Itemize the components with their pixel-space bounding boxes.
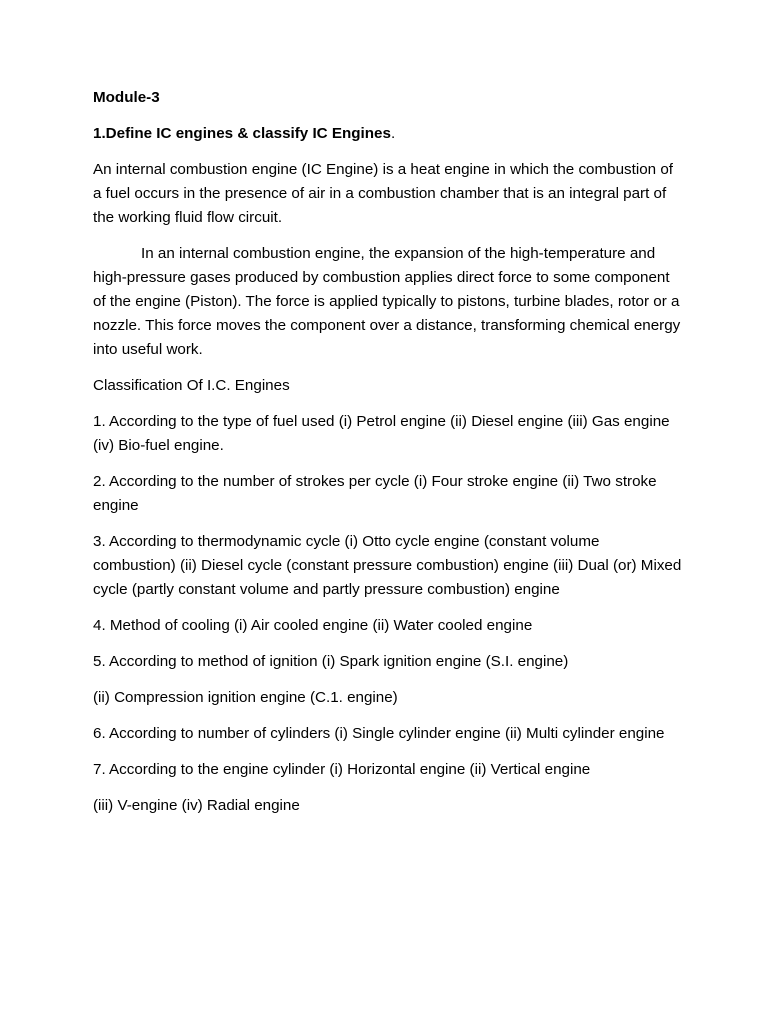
classification-item: 3. According to thermodynamic cycle (i) Otto cycle engine (constant volume combustion) (ii) Diesel cycle (constant pressure combustion) engine (iii) Dual (or) Mixed cycle (partly constant volume and partly pressure combustion) engine xyxy=(93,533,682,598)
classification-item: 1. According to the type of fuel used (i) Petrol engine (ii) Diesel engine (iii) Gas engine (iv) Bio-fuel engine. xyxy=(93,413,670,454)
classification-item: 2. According to the number of strokes per cycle (i) Four stroke engine (ii) Two stroke engine xyxy=(93,473,657,514)
classification-item: 7. According to the engine cylinder (i) Horizontal engine (ii) Vertical engine xyxy=(93,761,591,778)
classification-item: (iii) V-engine (iv) Radial engine xyxy=(93,797,300,814)
question-heading xyxy=(93,122,683,146)
classification-item: 5. According to method of ignition (i) Spark ignition engine (S.I. engine) xyxy=(93,653,569,670)
definition-paragraph: An internal combustion engine (IC Engine) is a heat engine in which the combustion of a fuel occurs in the presence of air in a combustion chamber that is an integral part of the working fluid flow circuit. xyxy=(93,161,674,226)
question-text: 1.Define IC engines & classify IC Engines xyxy=(93,125,391,142)
module-title: Module-3 xyxy=(93,89,160,106)
document-page xyxy=(93,86,683,830)
classification-item: 6. According to number of cylinders (i) Single cylinder engine (ii) Multi cylinder engine xyxy=(93,725,665,742)
classification-item: 4. Method of cooling (i) Air cooled engine (ii) Water cooled engine xyxy=(93,617,533,634)
classification-item: (ii) Compression ignition engine (C.1. engine) xyxy=(93,689,398,706)
expansion-paragraph: In an internal combustion engine, the expansion of the high-temperature and high-pressure gases produced by combustion applies direct force to some component of the engine (Piston). The force is applied typically to pistons, turbine blades, rotor or a nozzle. This force moves the component over a distance, transforming chemical energy into useful work. xyxy=(93,245,681,358)
classification-heading: Classification Of I.C. Engines xyxy=(93,377,290,394)
question-suffix: . xyxy=(390,125,396,142)
